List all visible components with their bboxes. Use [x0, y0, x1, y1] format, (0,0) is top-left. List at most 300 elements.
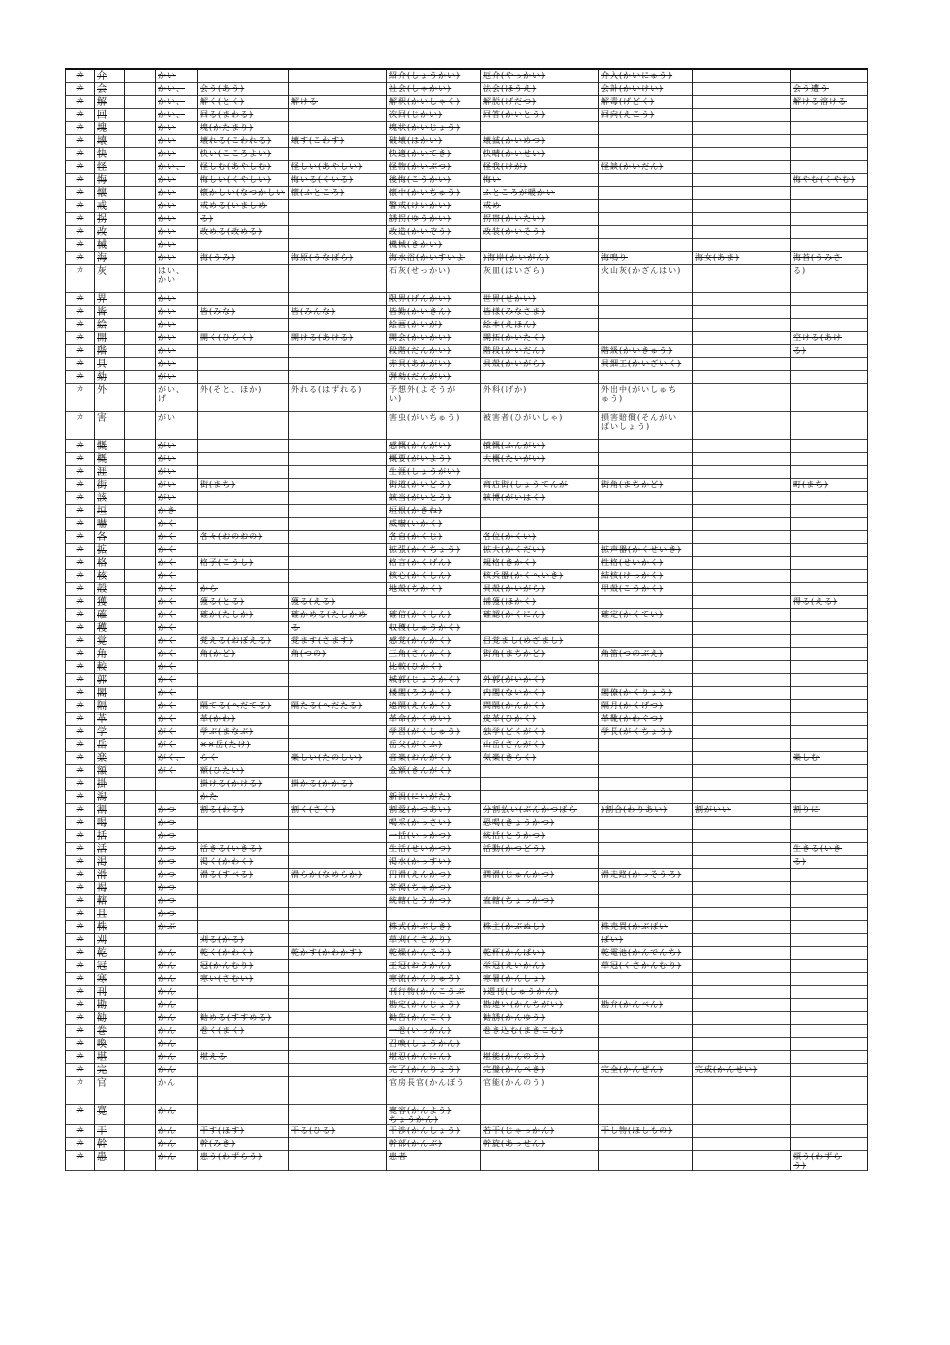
cell-w2 — [481, 122, 599, 135]
table-row — [66, 661, 868, 674]
cell-w2 — [481, 518, 599, 531]
cell-w4 — [693, 1138, 791, 1151]
cell-w4 — [693, 609, 791, 622]
cell-w1: 機械(きかい) — [387, 239, 481, 252]
cell-w1: 怪物(かいぶつ) — [387, 161, 481, 174]
cell-w3 — [599, 306, 693, 319]
cell-w1: 警戒(けいかい) — [387, 200, 481, 213]
cell-kun2 — [289, 1077, 387, 1105]
cell-w2: 階段(かいだん) — [481, 345, 599, 358]
table-row — [66, 947, 868, 960]
cell-on: かい、 — [156, 161, 198, 174]
empty-cell — [125, 648, 156, 661]
cell-w5 — [791, 999, 868, 1012]
table-row — [66, 345, 868, 358]
cell-kun2 — [289, 239, 387, 252]
cell-on: かつ — [156, 817, 198, 830]
table-row — [66, 583, 868, 596]
cell-m: カ — [66, 752, 95, 765]
cell-on: かん — [156, 1105, 198, 1125]
cell-k: 拡 — [95, 544, 125, 557]
cell-kun2: 角(つの) — [289, 648, 387, 661]
cell-w4 — [693, 661, 791, 674]
cell-w2: 規格(きかく) — [481, 557, 599, 570]
cell-w2: 皆様(みなさま) — [481, 306, 599, 319]
empty-cell — [125, 252, 156, 265]
cell-w2: 灰皿(はいざら) — [481, 265, 599, 293]
table-row — [66, 986, 868, 999]
empty-cell — [125, 479, 156, 492]
cell-m: カ — [66, 648, 95, 661]
cell-w3 — [599, 135, 693, 148]
cell-w1: 比較(ひかく) — [387, 661, 481, 674]
cell-w5 — [791, 791, 868, 804]
table-row — [66, 492, 868, 505]
cell-kun2: 掛かる(かかる) — [289, 778, 387, 791]
cell-w2: 厄介(やっかい) — [481, 69, 599, 83]
cell-w3 — [599, 739, 693, 752]
table-row — [66, 319, 868, 332]
cell-w5 — [791, 122, 868, 135]
cell-w2 — [481, 791, 599, 804]
cell-w5: 割りに — [791, 804, 868, 817]
cell-m: カ — [66, 479, 95, 492]
cell-w2: 活動(かつどう) — [481, 843, 599, 856]
cell-m: カ — [66, 345, 95, 358]
cell-kun1 — [198, 358, 289, 371]
cell-w4 — [693, 492, 791, 505]
cell-w3: 結核(けっかく) — [599, 570, 693, 583]
cell-k: 械 — [95, 239, 125, 252]
cell-kun2: 壊す(こわす) — [289, 135, 387, 148]
cell-kun1 — [198, 440, 289, 453]
cell-k: 較 — [95, 661, 125, 674]
cell-w5: る) — [791, 345, 868, 358]
empty-cell — [125, 148, 156, 161]
empty-cell — [125, 505, 156, 518]
empty-cell — [125, 1077, 156, 1105]
cell-w2: 悔い — [481, 174, 599, 187]
cell-w5 — [791, 830, 868, 843]
cell-m: カ — [66, 687, 95, 700]
cell-kun1 — [198, 544, 289, 557]
table-row — [66, 1138, 868, 1151]
cell-k: 患 — [95, 1151, 125, 1171]
cell-m: カ — [66, 371, 95, 384]
cell-w4 — [693, 239, 791, 252]
wrapped-line: かい — [158, 275, 176, 284]
cell-kun2 — [289, 1138, 387, 1151]
table-row — [66, 371, 868, 384]
cell-k: 壊 — [95, 135, 125, 148]
cell-kun2 — [289, 213, 387, 226]
cell-k: 該 — [95, 492, 125, 505]
cell-kun2: 楽しい(たのしい) — [289, 752, 387, 765]
cell-kun1 — [198, 921, 289, 934]
cell-w4 — [693, 505, 791, 518]
empty-cell — [125, 895, 156, 908]
cell-w4 — [693, 1125, 791, 1138]
cell-kun2 — [289, 371, 387, 384]
cell-w3 — [599, 1038, 693, 1051]
cell-w4 — [693, 200, 791, 213]
cell-w2: 外郭(がいかく) — [481, 674, 599, 687]
cell-k: 株 — [95, 921, 125, 934]
cell-w1: 次回(じかい) — [387, 109, 481, 122]
cell-w5 — [791, 674, 868, 687]
cell-w5 — [791, 648, 868, 661]
cell-w2: 被害者(ひがいしゃ) — [481, 412, 599, 440]
table-row — [66, 635, 868, 648]
empty-cell — [125, 843, 156, 856]
cell-w5 — [791, 466, 868, 479]
cell-kun2 — [289, 986, 387, 999]
empty-cell — [125, 69, 156, 83]
cell-w2: 勘違い(かんちがい) — [481, 999, 599, 1012]
table-row — [66, 570, 868, 583]
cell-k: 改 — [95, 226, 125, 239]
cell-kun2 — [289, 934, 387, 947]
cell-w1: 遠隔(えんかく) — [387, 700, 481, 713]
cell-m: カ — [66, 635, 95, 648]
cell-w5 — [791, 1025, 868, 1038]
cell-kun2 — [289, 265, 387, 293]
table-row — [66, 1064, 868, 1077]
cell-kun1 — [198, 687, 289, 700]
cell-w4 — [693, 791, 791, 804]
cell-kun2: 海原(うなばら) — [289, 252, 387, 265]
cell-w4 — [693, 726, 791, 739]
cell-m: カ — [66, 817, 95, 830]
cell-w4 — [693, 817, 791, 830]
cell-on: かい — [156, 213, 198, 226]
cell-w1: 金額(きんがく) — [387, 765, 481, 778]
cell-w5 — [791, 687, 868, 700]
table-row — [66, 1125, 868, 1138]
table-row — [66, 109, 868, 122]
table-row — [66, 596, 868, 609]
cell-kun2: る — [289, 622, 387, 635]
cell-on: かつ — [156, 895, 198, 908]
cell-m: カ — [66, 947, 95, 960]
cell-w4 — [693, 440, 791, 453]
cell-w1: 該当(がいとう) — [387, 492, 481, 505]
table-row — [66, 1051, 868, 1064]
cell-w5 — [791, 239, 868, 252]
cell-w4 — [693, 583, 791, 596]
cell-on: がい — [156, 466, 198, 479]
table-row — [66, 96, 868, 109]
cell-on: かん — [156, 1064, 198, 1077]
cell-w5 — [791, 869, 868, 882]
cell-w5 — [791, 895, 868, 908]
empty-cell — [125, 1012, 156, 1025]
cell-kun2 — [289, 687, 387, 700]
table-row — [66, 830, 868, 843]
cell-k: 割 — [95, 804, 125, 817]
cell-kun1 — [198, 622, 289, 635]
cell-w2: 街角(まちかど) — [481, 648, 599, 661]
cell-on: がい — [156, 440, 198, 453]
cell-w2: 確認(かくにん) — [481, 609, 599, 622]
empty-cell — [125, 109, 156, 122]
empty-cell — [125, 960, 156, 973]
table-row — [66, 358, 868, 371]
cell-w5 — [791, 492, 868, 505]
empty-cell — [125, 1051, 156, 1064]
table-row — [66, 687, 868, 700]
cell-w3 — [599, 661, 693, 674]
cell-w3 — [599, 1012, 693, 1025]
cell-m: カ — [66, 778, 95, 791]
cell-w2: 核兵器(かくへいき) — [481, 570, 599, 583]
cell-w2 — [481, 856, 599, 869]
empty-cell — [125, 174, 156, 187]
cell-kun1: 患う(わずらう) — [198, 1151, 289, 1171]
cell-w1: 渇水(かっすい) — [387, 856, 481, 869]
cell-k: 渇 — [95, 856, 125, 869]
table-row — [66, 609, 868, 622]
cell-kun1: 快い(こころよい) — [198, 148, 289, 161]
cell-w4 — [693, 999, 791, 1012]
empty-cell — [125, 609, 156, 622]
cell-w5 — [791, 609, 868, 622]
cell-w3: ばい) — [599, 934, 693, 947]
cell-w1: 紹介(しょうかい) — [387, 69, 481, 83]
cell-w4 — [693, 934, 791, 947]
table-row — [66, 1025, 868, 1038]
cell-w5 — [791, 306, 868, 319]
cell-w1: 絵画(かいが) — [387, 319, 481, 332]
cell-w5: 会う遭う — [791, 83, 868, 96]
cell-k: 轄 — [95, 895, 125, 908]
cell-kun1: 革(かわ) — [198, 713, 289, 726]
empty-cell — [125, 830, 156, 843]
cell-m: カ — [66, 531, 95, 544]
cell-kun1 — [198, 239, 289, 252]
empty-cell — [125, 135, 156, 148]
cell-m: カ — [66, 583, 95, 596]
cell-w3: 完全(かんぜん) — [599, 1064, 693, 1077]
empty-cell — [125, 570, 156, 583]
cell-w5 — [791, 934, 868, 947]
cell-kun2 — [289, 856, 387, 869]
cell-m: カ — [66, 830, 95, 843]
cell-w2: 回答(かいとう) — [481, 109, 599, 122]
cell-kun2 — [289, 921, 387, 934]
cell-m: カ — [66, 726, 95, 739]
cell-kun1: かた — [198, 791, 289, 804]
cell-kun2 — [289, 674, 387, 687]
cell-kun1 — [198, 371, 289, 384]
cell-w2 — [481, 778, 599, 791]
cell-on: かい — [156, 122, 198, 135]
cell-on: はい、 かい — [156, 265, 198, 293]
cell-w3: 閣僚(かくりょう) — [599, 687, 693, 700]
cell-w4 — [693, 869, 791, 882]
cell-w5 — [791, 200, 868, 213]
cell-w5 — [791, 161, 868, 174]
cell-w4 — [693, 687, 791, 700]
cell-w1: 一巻(いっかん) — [387, 1025, 481, 1038]
table-row — [66, 466, 868, 479]
cell-m: カ — [66, 293, 95, 306]
cell-w1: 一括(いっかつ) — [387, 830, 481, 843]
cell-w1: 限界(げんかい) — [387, 293, 481, 306]
cell-on — [156, 791, 198, 804]
cell-on: がい — [156, 412, 198, 440]
table-row — [66, 700, 868, 713]
cell-on: かい、 — [156, 96, 198, 109]
cell-w5 — [791, 882, 868, 895]
empty-cell — [125, 635, 156, 648]
cell-kun1 — [198, 908, 289, 921]
cell-w3 — [599, 778, 693, 791]
cell-w3 — [599, 882, 693, 895]
cell-w2: )海岸(かいがん) — [481, 252, 599, 265]
cell-w1: 円滑(えんかつ) — [387, 869, 481, 882]
cell-w2 — [481, 661, 599, 674]
table-row — [66, 531, 868, 544]
table-row — [66, 293, 868, 306]
cell-on: かい — [156, 306, 198, 319]
cell-w4 — [693, 622, 791, 635]
cell-w3: 海鳴り — [599, 252, 693, 265]
cell-m: カ — [66, 358, 95, 371]
cell-w5 — [791, 518, 868, 531]
cell-k: 干 — [95, 1125, 125, 1138]
cell-kun2: 解ける — [289, 96, 387, 109]
cell-kun1: ××岳(たけ) — [198, 739, 289, 752]
cell-k: 悔 — [95, 174, 125, 187]
cell-kun1: 勧める(すすめる) — [198, 1012, 289, 1025]
empty-cell — [125, 1064, 156, 1077]
cell-m: カ — [66, 518, 95, 531]
cell-w1: 生涯(しょうがい) — [387, 466, 481, 479]
cell-kun2 — [289, 973, 387, 986]
cell-k: 街 — [95, 479, 125, 492]
cell-on: かん — [156, 999, 198, 1012]
cell-kun2: 割く(さく) — [289, 804, 387, 817]
cell-k: 刈 — [95, 934, 125, 947]
cell-w2: 官能(かんのう) — [481, 1077, 599, 1105]
cell-kun1: 滑る(すべる) — [198, 869, 289, 882]
cell-w1: 三角(さんかく) — [387, 648, 481, 661]
table-row — [66, 69, 868, 83]
cell-w4 — [693, 122, 791, 135]
cell-on: かつ — [156, 843, 198, 856]
cell-w2: 若干(じゃっかん) — [481, 1125, 599, 1138]
cell-kun2 — [289, 1038, 387, 1051]
cell-w1: 段階(だんかい) — [387, 345, 481, 358]
table-body — [66, 69, 868, 1171]
cell-w4 — [693, 213, 791, 226]
cell-m: カ — [66, 804, 95, 817]
cell-w3 — [599, 492, 693, 505]
cell-w3: 干し物(ほしもの) — [599, 1125, 693, 1138]
empty-cell — [125, 986, 156, 999]
cell-w4 — [693, 69, 791, 83]
cell-w1: 後悔(こうかい) — [387, 174, 481, 187]
cell-on: かい — [156, 239, 198, 252]
cell-kun1: 刈る(かる) — [198, 934, 289, 947]
cell-kun2 — [289, 531, 387, 544]
cell-kun1 — [198, 882, 289, 895]
cell-on: かつ — [156, 882, 198, 895]
cell-m: カ — [66, 596, 95, 609]
cell-w5 — [791, 1138, 868, 1151]
cell-w3: 会計(かいけい) — [599, 83, 693, 96]
table-row — [66, 252, 868, 265]
cell-w1: 幹部(かんぶ) — [387, 1138, 481, 1151]
cell-k: 拐 — [95, 213, 125, 226]
cell-w1 — [387, 596, 481, 609]
cell-on: かく — [156, 544, 198, 557]
cell-m: カ — [66, 319, 95, 332]
empty-cell — [125, 791, 156, 804]
cell-k: 格 — [95, 557, 125, 570]
cell-w2 — [481, 1038, 599, 1051]
cell-on: かく — [156, 687, 198, 700]
cell-kun1: 幹(みき) — [198, 1138, 289, 1151]
cell-kun1 — [198, 69, 289, 83]
cell-kun1 — [198, 265, 289, 293]
cell-w3: 火山灰(かざんはい) — [599, 265, 693, 293]
cell-m: カ — [66, 161, 95, 174]
cell-w5 — [791, 765, 868, 778]
cell-m: カ — [66, 856, 95, 869]
cell-w1: 王冠(おうかん) — [387, 960, 481, 973]
cell-on — [156, 934, 198, 947]
cell-kun1: 塊(かたまり) — [198, 122, 289, 135]
cell-w1: 寛容(かんよう) ちょうかん) — [387, 1105, 481, 1125]
cell-w3: 性格(せいかく) — [599, 557, 693, 570]
cell-w4 — [693, 531, 791, 544]
cell-m: カ — [66, 882, 95, 895]
cell-kun1: 格子(こうし) — [198, 557, 289, 570]
empty-cell — [125, 778, 156, 791]
cell-m: カ — [66, 622, 95, 635]
table-row — [66, 752, 868, 765]
cell-w1: 予想外(よそうが い) — [387, 384, 481, 412]
empty-cell — [125, 293, 156, 306]
cell-w1: 海水浴(かいすいよ — [387, 252, 481, 265]
cell-kun1: 改める(改める) — [198, 226, 289, 239]
cell-m: カ — [66, 1151, 95, 1171]
empty-cell — [125, 804, 156, 817]
cell-kun1: 冠(かんむり) — [198, 960, 289, 973]
cell-w5 — [791, 187, 868, 200]
cell-w4 — [693, 1105, 791, 1125]
cell-w4 — [693, 1025, 791, 1038]
cell-w5: 楽しむ — [791, 752, 868, 765]
cell-w2: )週刊(しゅうかん) — [481, 986, 599, 999]
cell-m: カ — [66, 505, 95, 518]
cell-w3 — [599, 843, 693, 856]
table-row — [66, 518, 868, 531]
table — [65, 68, 868, 1171]
empty-cell — [125, 1138, 156, 1151]
cell-w4 — [693, 843, 791, 856]
cell-w1: 音楽(おんがく) — [387, 752, 481, 765]
cell-w2: 貝殻(かいがら) — [481, 358, 599, 371]
cell-m: カ — [66, 1012, 95, 1025]
cell-kun1: 角(かど) — [198, 648, 289, 661]
cell-w3: 学長(がくちょう) — [599, 726, 693, 739]
cell-m: カ — [66, 557, 95, 570]
cell-k: 快 — [95, 148, 125, 161]
cell-w2: 開拓(かいたく) — [481, 332, 599, 345]
